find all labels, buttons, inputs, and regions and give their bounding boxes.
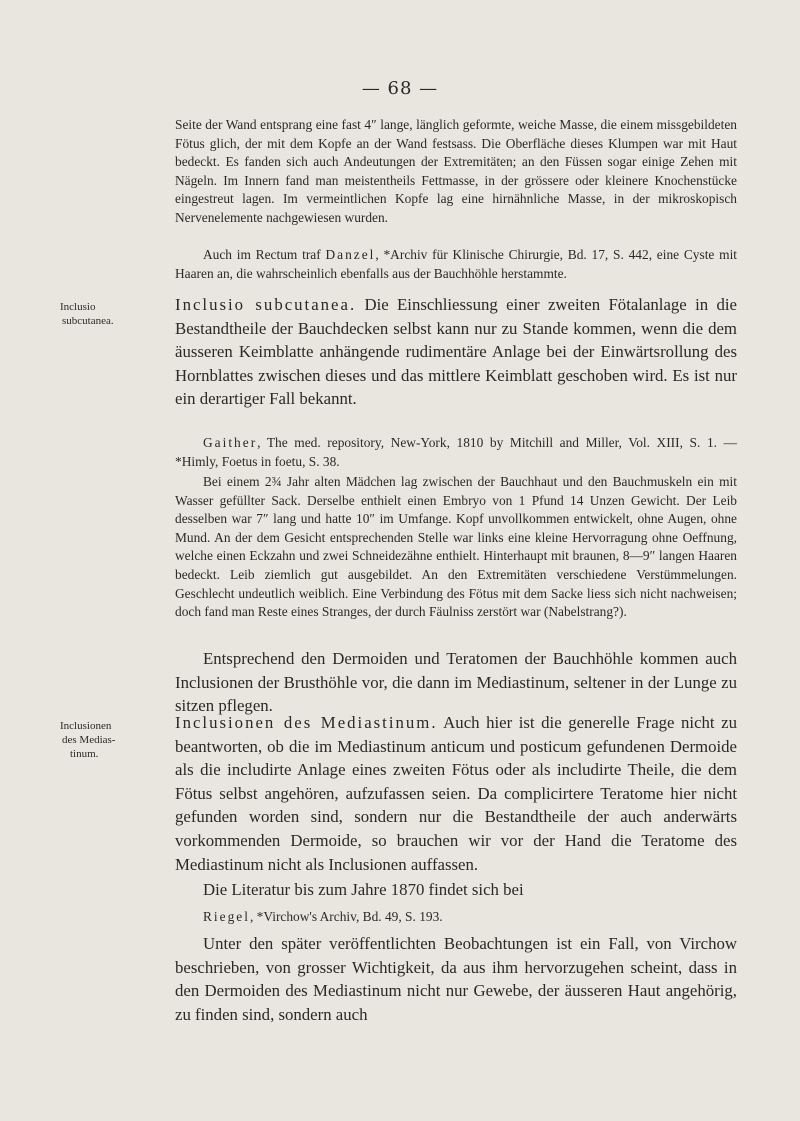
paragraph-text: Bei einem 2¾ Jahr alten Mädchen lag zwischen der Bauchhaut und den Bauchmuskeln ein mit Wasser gefüllter Sack. Derselbe enthielt einen Embryo von 1 Pfund 14 Unzen Gewicht. Der Leib desselben war 7″ lang und hatte 10″ im Umfange. Kopf unvollkommen entwickelt, ohne Augen, ohne Mund. An der dem Gesicht entsprechenden Stelle war links eine kleine Hervorragung ohne Oeffnung, welche einen Eckzahn und zwei Schneidezähne enthielt. Hinterhaupt mit braunen, 8—9″ langen Haaren bedeckt. Leib ziemlich gut ausgebildet. An den Extremitäten verschiedene Verstümmelungen. Geschlecht undeutlich weiblich. Eine Verbindung des Fötus mit dem Sacke liess sich nicht nachweisen; doch fand man Reste eines Stranges, der durch Fäulniss zerstört war (Nabelstrang?). bbox=[175, 474, 737, 620]
section-heading: Inclusio subcutanea. bbox=[175, 295, 357, 314]
paragraph-text: Die Literatur bis zum Jahre 1870 findet sich bei bbox=[203, 880, 524, 899]
author-name: Danzel bbox=[325, 247, 376, 262]
paragraph-text: Unter den später veröffentlichten Beobachtungen ist ein Fall, von Virchow beschrieben, von grosser Wichtigkeit, da aus ihm hervorzugehen scheint, dass in den Dermoiden des Mediastinum nicht nur Gewebe, der äusseren Haut angehörig, zu finden sind, sondern auch bbox=[175, 934, 737, 1024]
citation-gaither bbox=[175, 434, 737, 471]
paragraph-cyst-description bbox=[175, 116, 737, 228]
margin-note-line: subcutanea. bbox=[62, 315, 114, 327]
citation-riegel bbox=[175, 908, 737, 927]
paragraph-literatur bbox=[175, 878, 737, 902]
author-name: Riegel bbox=[203, 909, 250, 924]
citation-text: , The med. repository, New-York, 1810 by Mitchill and Miller, Vol. XIII, S. 1. — *Himly, Foetus in foetu, S. 38. bbox=[175, 435, 737, 469]
citation-text: , *Virchow's Archiv, Bd. 49, S. 193. bbox=[249, 909, 443, 924]
section-inclusio-subcutanea bbox=[175, 293, 737, 411]
section-inclusionen-mediastinum bbox=[175, 711, 737, 876]
paragraph-lead: Auch im Rectum traf bbox=[203, 247, 326, 262]
margin-note-line: tinum. bbox=[70, 748, 99, 760]
margin-note-line: Inclusio bbox=[60, 301, 96, 313]
margin-note-inclusio-subcutanea bbox=[60, 300, 160, 328]
paragraph-case-report bbox=[175, 473, 737, 622]
paragraph-text: , *Archiv für Klinische Chirurgie, Bd. 17, S. 442, eine Cyste mit Haaren an, die wahrscheinlich ebenfalls aus der Bauchhöhle herstammte. bbox=[175, 247, 738, 281]
paragraph-rectum-note bbox=[175, 246, 737, 283]
paragraph-text: Entsprechend den Dermoiden und Teratomen der Bauchhöhle kommen auch Inclusionen der Brusthöhle vor, die dann im Mediastinum, seltener in der Lunge zu sitzen pflegen. bbox=[175, 649, 737, 716]
margin-note-line: des Medias- bbox=[62, 734, 116, 746]
margin-note-line: Inclusionen bbox=[60, 720, 112, 732]
paragraph-brusthoehle bbox=[175, 647, 737, 718]
author-name: Gaither bbox=[203, 435, 258, 450]
section-text: Die Einschliessung einer zweiten Fötalanlage in die Bestandtheile der Bauchdecken selbst kann nur zu Stande kommen, wenn die dem äusseren Keimblatte anhängende rudimentäre Anlage bei der Einwärtsrollung des Hornblattes zwischen dieses und das mittlere Keimblatt geschoben wird. Es ist nur ein derartiger Fall bekannt. bbox=[175, 295, 737, 409]
page-number: — 68 — bbox=[361, 78, 439, 99]
section-text: Auch hier ist die generelle Frage nicht zu beantworten, ob die im Mediastinum anticum und posticum gefundenen Dermoide als die includirte Anlage eines zweiten Fötus oder als includirte Theile, die dem Fötus selbst angehören, aufzufassen seien. Da complicirtere Teratome hier nicht gefunden worden sind, sondern nur die Bestandtheile der auch anderwärts vorkommenden Dermoide, so brauchen wir vor der Hand die Teratome des Mediastinum nicht als Inclusionen auffassen. bbox=[175, 713, 737, 874]
section-heading: Inclusionen des Mediastinum. bbox=[175, 713, 438, 732]
margin-note-inclusionen-mediastinum bbox=[60, 719, 160, 761]
paragraph-virchow bbox=[175, 932, 737, 1026]
paragraph-text: Seite der Wand entsprang eine fast 4″ lange, länglich geformte, weiche Masse, die einem missgebildeten Fötus glich, der mit dem Kopfe an der Wand festsass. Die Oberfläche dieses Klumpen war mit Haut bedeckt. Es fanden sich auch Andeutungen der Extremitäten; an den Füssen sogar einige Zehen mit Nägeln. Im Innern fand man meistentheils Fettmasse, in der grössere oder kleinere Knochenstücke eingestreut lagen. Im vermeintlichen Kopfe lag eine hirnähnliche Masse, in der mikroskopisch Nervenelemente nachgewiesen wurden. bbox=[175, 117, 737, 225]
